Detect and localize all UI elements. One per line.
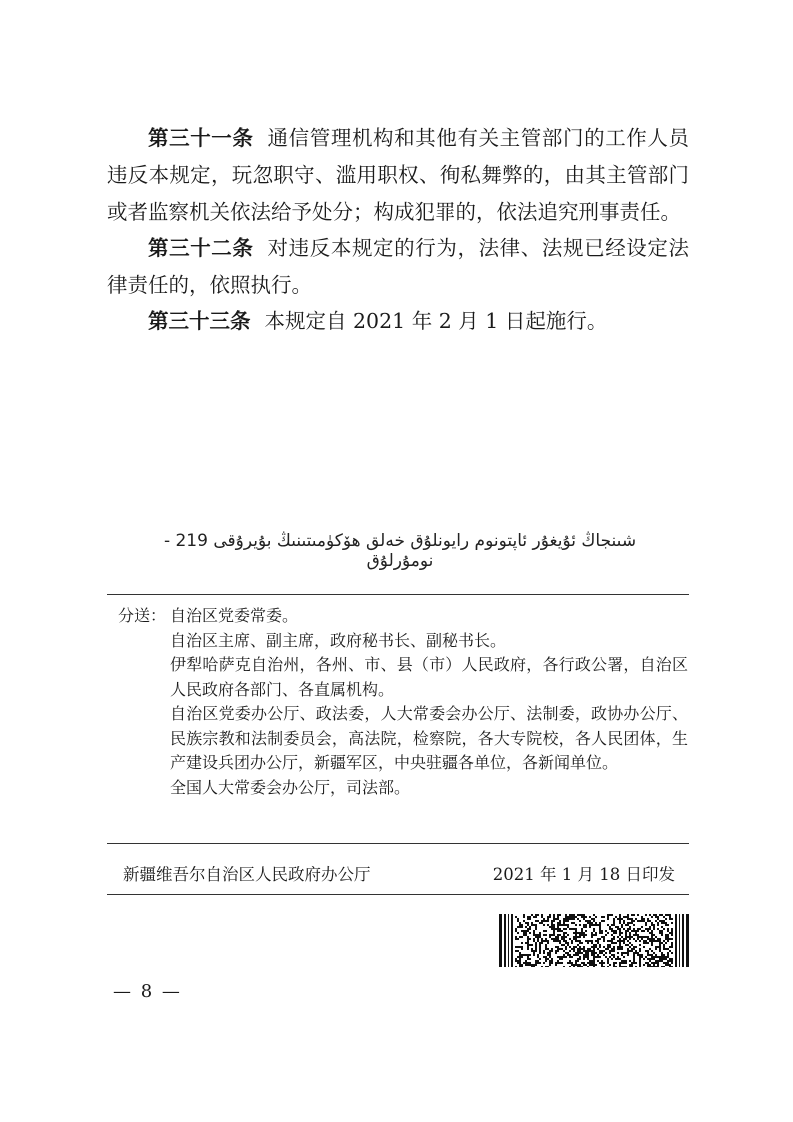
distribution-entry: 自治区主席、副主席，政府秘书长、副秘书长。 bbox=[170, 630, 507, 650]
distribution-row bbox=[118, 653, 688, 702]
distribution-row bbox=[118, 604, 688, 629]
divider-top bbox=[107, 594, 689, 595]
distribution-list bbox=[118, 604, 688, 800]
article-number: 第三十二条 bbox=[148, 236, 254, 260]
distribution-entry: 自治区党委办公厅、政法委，人大常委会办公厅、法制委，政协办公厅、民族宗教和法制委员会，高法院，检察院，各大专院校，各人民团体，生产建设兵团办公厅，新疆军区，中央驻疆各单位，各新闻单位。 bbox=[170, 704, 688, 772]
distribution-label: 分送： bbox=[118, 606, 167, 625]
issue-date: 2021 年 1 月 18 日印发 bbox=[492, 865, 675, 884]
article-33 bbox=[107, 303, 689, 340]
page-number: — 8 — bbox=[113, 981, 182, 1002]
article-32 bbox=[107, 230, 689, 304]
distribution-entry: 自治区党委常委。 bbox=[170, 606, 299, 625]
distribution-entry: 全国人大常委会办公厅，司法部。 bbox=[170, 777, 411, 797]
barcode-icon bbox=[499, 914, 689, 967]
distribution-row bbox=[118, 702, 688, 776]
article-number: 第三十一条 bbox=[148, 126, 254, 150]
uyghur-order-line: شىنجاڭ ئۇيغۇر ئاپتونوم رايونلۇق خەلق ھۆكۈمىتىنىڭ بۇيرۇقى 219 - نومۇرلۇق bbox=[163, 531, 637, 571]
divider-bottom bbox=[107, 894, 689, 895]
divider-middle bbox=[107, 843, 689, 844]
distribution-row bbox=[118, 629, 688, 654]
article-text: 本规定自 2021 年 2 月 1 日起施行。 bbox=[264, 309, 608, 333]
article-31 bbox=[107, 120, 689, 231]
article-number: 第三十三条 bbox=[148, 309, 251, 333]
article-text: 通信管理机构和其他有关主管部门的工作人员违反本规定，玩忽职守、滥用职权、徇私舞弊的，由其主管部门或者监察机关依法给予处分；构成犯罪的，依法追究刑事责任。 bbox=[107, 126, 690, 224]
distribution-row bbox=[118, 776, 688, 801]
distribution-entry: 伊犁哈萨克自治州，各州、市、县（市）人民政府，各行政公署，自治区人民政府各部门、各直属机构。 bbox=[170, 655, 688, 699]
article-text: 对违反本规定的行为，法律、法规已经设定法律责任的，依照执行。 bbox=[107, 236, 690, 297]
issuing-office: 新疆维吾尔自治区人民政府办公厅 bbox=[123, 865, 371, 884]
